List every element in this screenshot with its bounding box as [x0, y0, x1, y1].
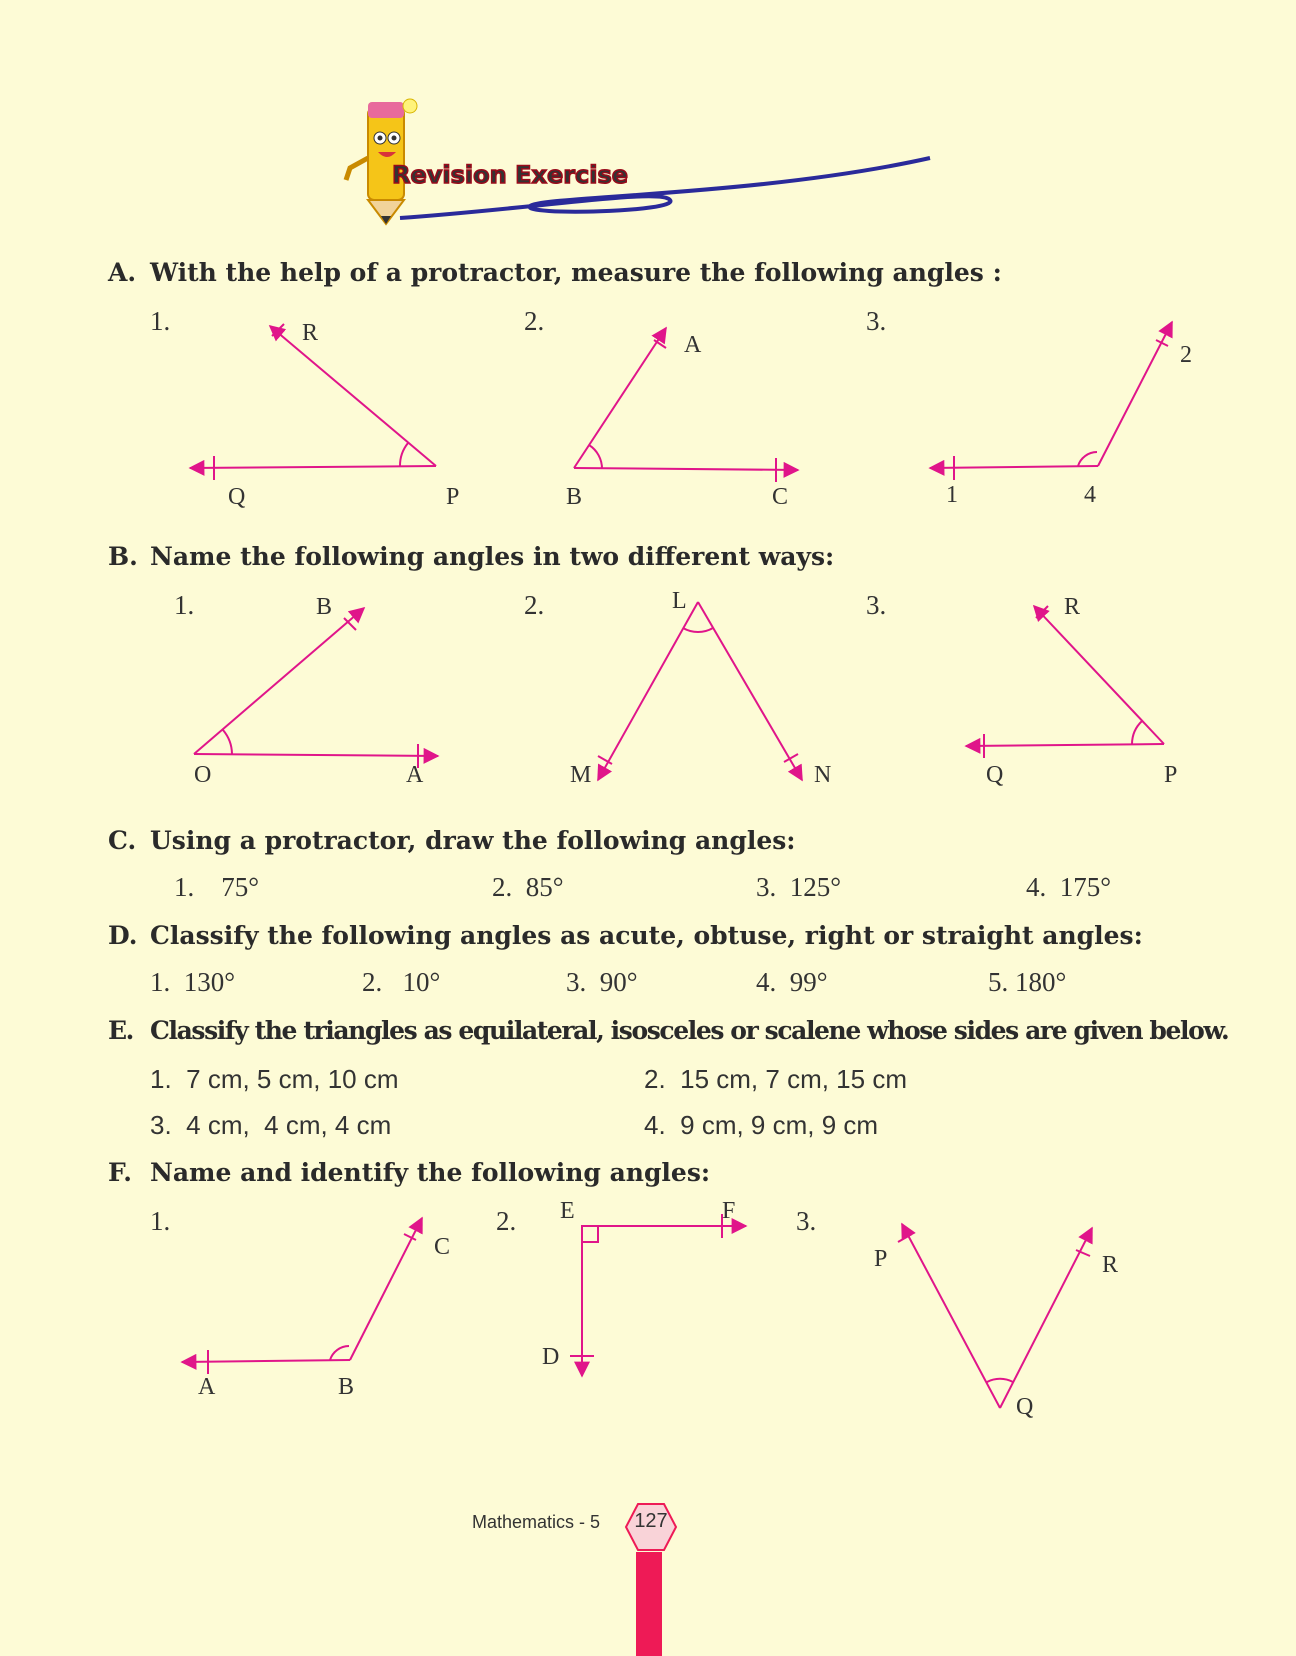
f2-label-e: E — [560, 1198, 575, 1224]
section-f-figures — [0, 1196, 1296, 1436]
b-item-2-number: 2. — [524, 590, 545, 620]
d-item-5: 5. 180° — [988, 967, 1067, 997]
f-item-1-number: 1. — [150, 1206, 171, 1236]
b-item-1-number: 1. — [174, 590, 195, 620]
f1-label-a: A — [198, 1374, 216, 1400]
b2-label-n: N — [814, 762, 832, 788]
a1-label-q: Q — [228, 484, 246, 510]
f2-label-d: D — [542, 1344, 560, 1370]
e-item-3: 3. 4 cm, 4 cm, 4 cm — [150, 1110, 392, 1140]
b3-label-q: Q — [986, 762, 1004, 788]
page-bar — [636, 1552, 662, 1656]
e-item-4: 4. 9 cm, 9 cm, 9 cm — [644, 1110, 879, 1140]
a-item-1-number: 1. — [150, 306, 171, 336]
b-item-3-number: 3. — [866, 590, 887, 620]
b1-label-b: B — [316, 594, 333, 620]
b1-label-o: O — [194, 762, 212, 788]
a3-label-4: 4 — [1084, 482, 1096, 508]
section-d-heading: D. Classify the following angles as acute, obtuse, right or straight angles: — [108, 921, 1143, 950]
a2-label-a: A — [684, 332, 702, 358]
page-number: 127 — [634, 1510, 668, 1532]
f1-label-c: C — [434, 1234, 451, 1260]
angle-bo-a-figure — [194, 608, 438, 768]
a2-label-c: C — [772, 484, 789, 510]
d-item-4: 4. 99° — [756, 967, 828, 997]
a3-label-1: 1 — [946, 482, 958, 508]
a1-label-r: R — [302, 320, 319, 346]
f-item-3-number: 3. — [796, 1206, 817, 1236]
angle-abc-f-figure — [182, 1218, 422, 1374]
a2-label-b: B — [566, 484, 583, 510]
section-a-figures — [0, 300, 1296, 520]
section-e-heading: E. Classify the triangles as equilateral, isosceles or scalene whose sides are given below. — [108, 1016, 1229, 1045]
angle-rpq-b-figure — [966, 606, 1164, 758]
e-item-1: 1. 7 cm, 5 cm, 10 cm — [150, 1064, 399, 1094]
d-item-1: 1. 130° — [150, 967, 236, 997]
section-c-heading: C. Using a protractor, draw the following angles: — [108, 826, 796, 855]
c-item-3: 3. 125° — [756, 872, 842, 902]
angle-def-figure — [570, 1214, 746, 1376]
a3-label-2: 2 — [1180, 342, 1192, 368]
b2-label-l: L — [672, 588, 687, 614]
title-banner — [340, 88, 960, 238]
section-b-heading: B. Name the following angles in two different ways: — [108, 542, 835, 571]
f3-label-p: P — [874, 1246, 888, 1272]
footer-subject: Mathematics - 5 — [472, 1512, 601, 1532]
a-item-2-number: 2. — [524, 306, 545, 336]
angle-pqr-figure — [898, 1224, 1092, 1408]
angle-124-figure — [930, 322, 1172, 480]
e-item-2: 2. 15 cm, 7 cm, 15 cm — [644, 1064, 907, 1094]
b1-label-a: A — [406, 762, 424, 788]
f-item-2-number: 2. — [496, 1206, 517, 1236]
c-item-1: 1. 75° — [174, 872, 260, 902]
c-item-2: 2. 85° — [492, 872, 564, 902]
a-item-3-number: 3. — [866, 306, 887, 336]
f1-label-b: B — [338, 1374, 355, 1400]
d-item-2: 2. 10° — [362, 967, 441, 997]
f2-label-f: F — [722, 1198, 736, 1224]
page-title: Revision Exercise — [392, 161, 629, 189]
d-item-3: 3. 90° — [566, 967, 638, 997]
section-b-figures — [0, 584, 1296, 794]
c-item-4: 4. 175° — [1026, 872, 1112, 902]
f3-label-q: Q — [1016, 1394, 1034, 1420]
b3-label-r: R — [1064, 594, 1081, 620]
f3-label-r: R — [1102, 1252, 1119, 1278]
a1-label-p: P — [446, 484, 460, 510]
b2-label-m: M — [570, 762, 592, 788]
angle-mln-figure — [598, 602, 802, 780]
angle-rpq-figure — [190, 324, 436, 480]
section-f-heading: F. Name and identify the following angles: — [108, 1158, 711, 1187]
section-a-heading: A. With the help of a protractor, measure the following angles : — [108, 258, 1002, 287]
b3-label-p: P — [1164, 762, 1178, 788]
